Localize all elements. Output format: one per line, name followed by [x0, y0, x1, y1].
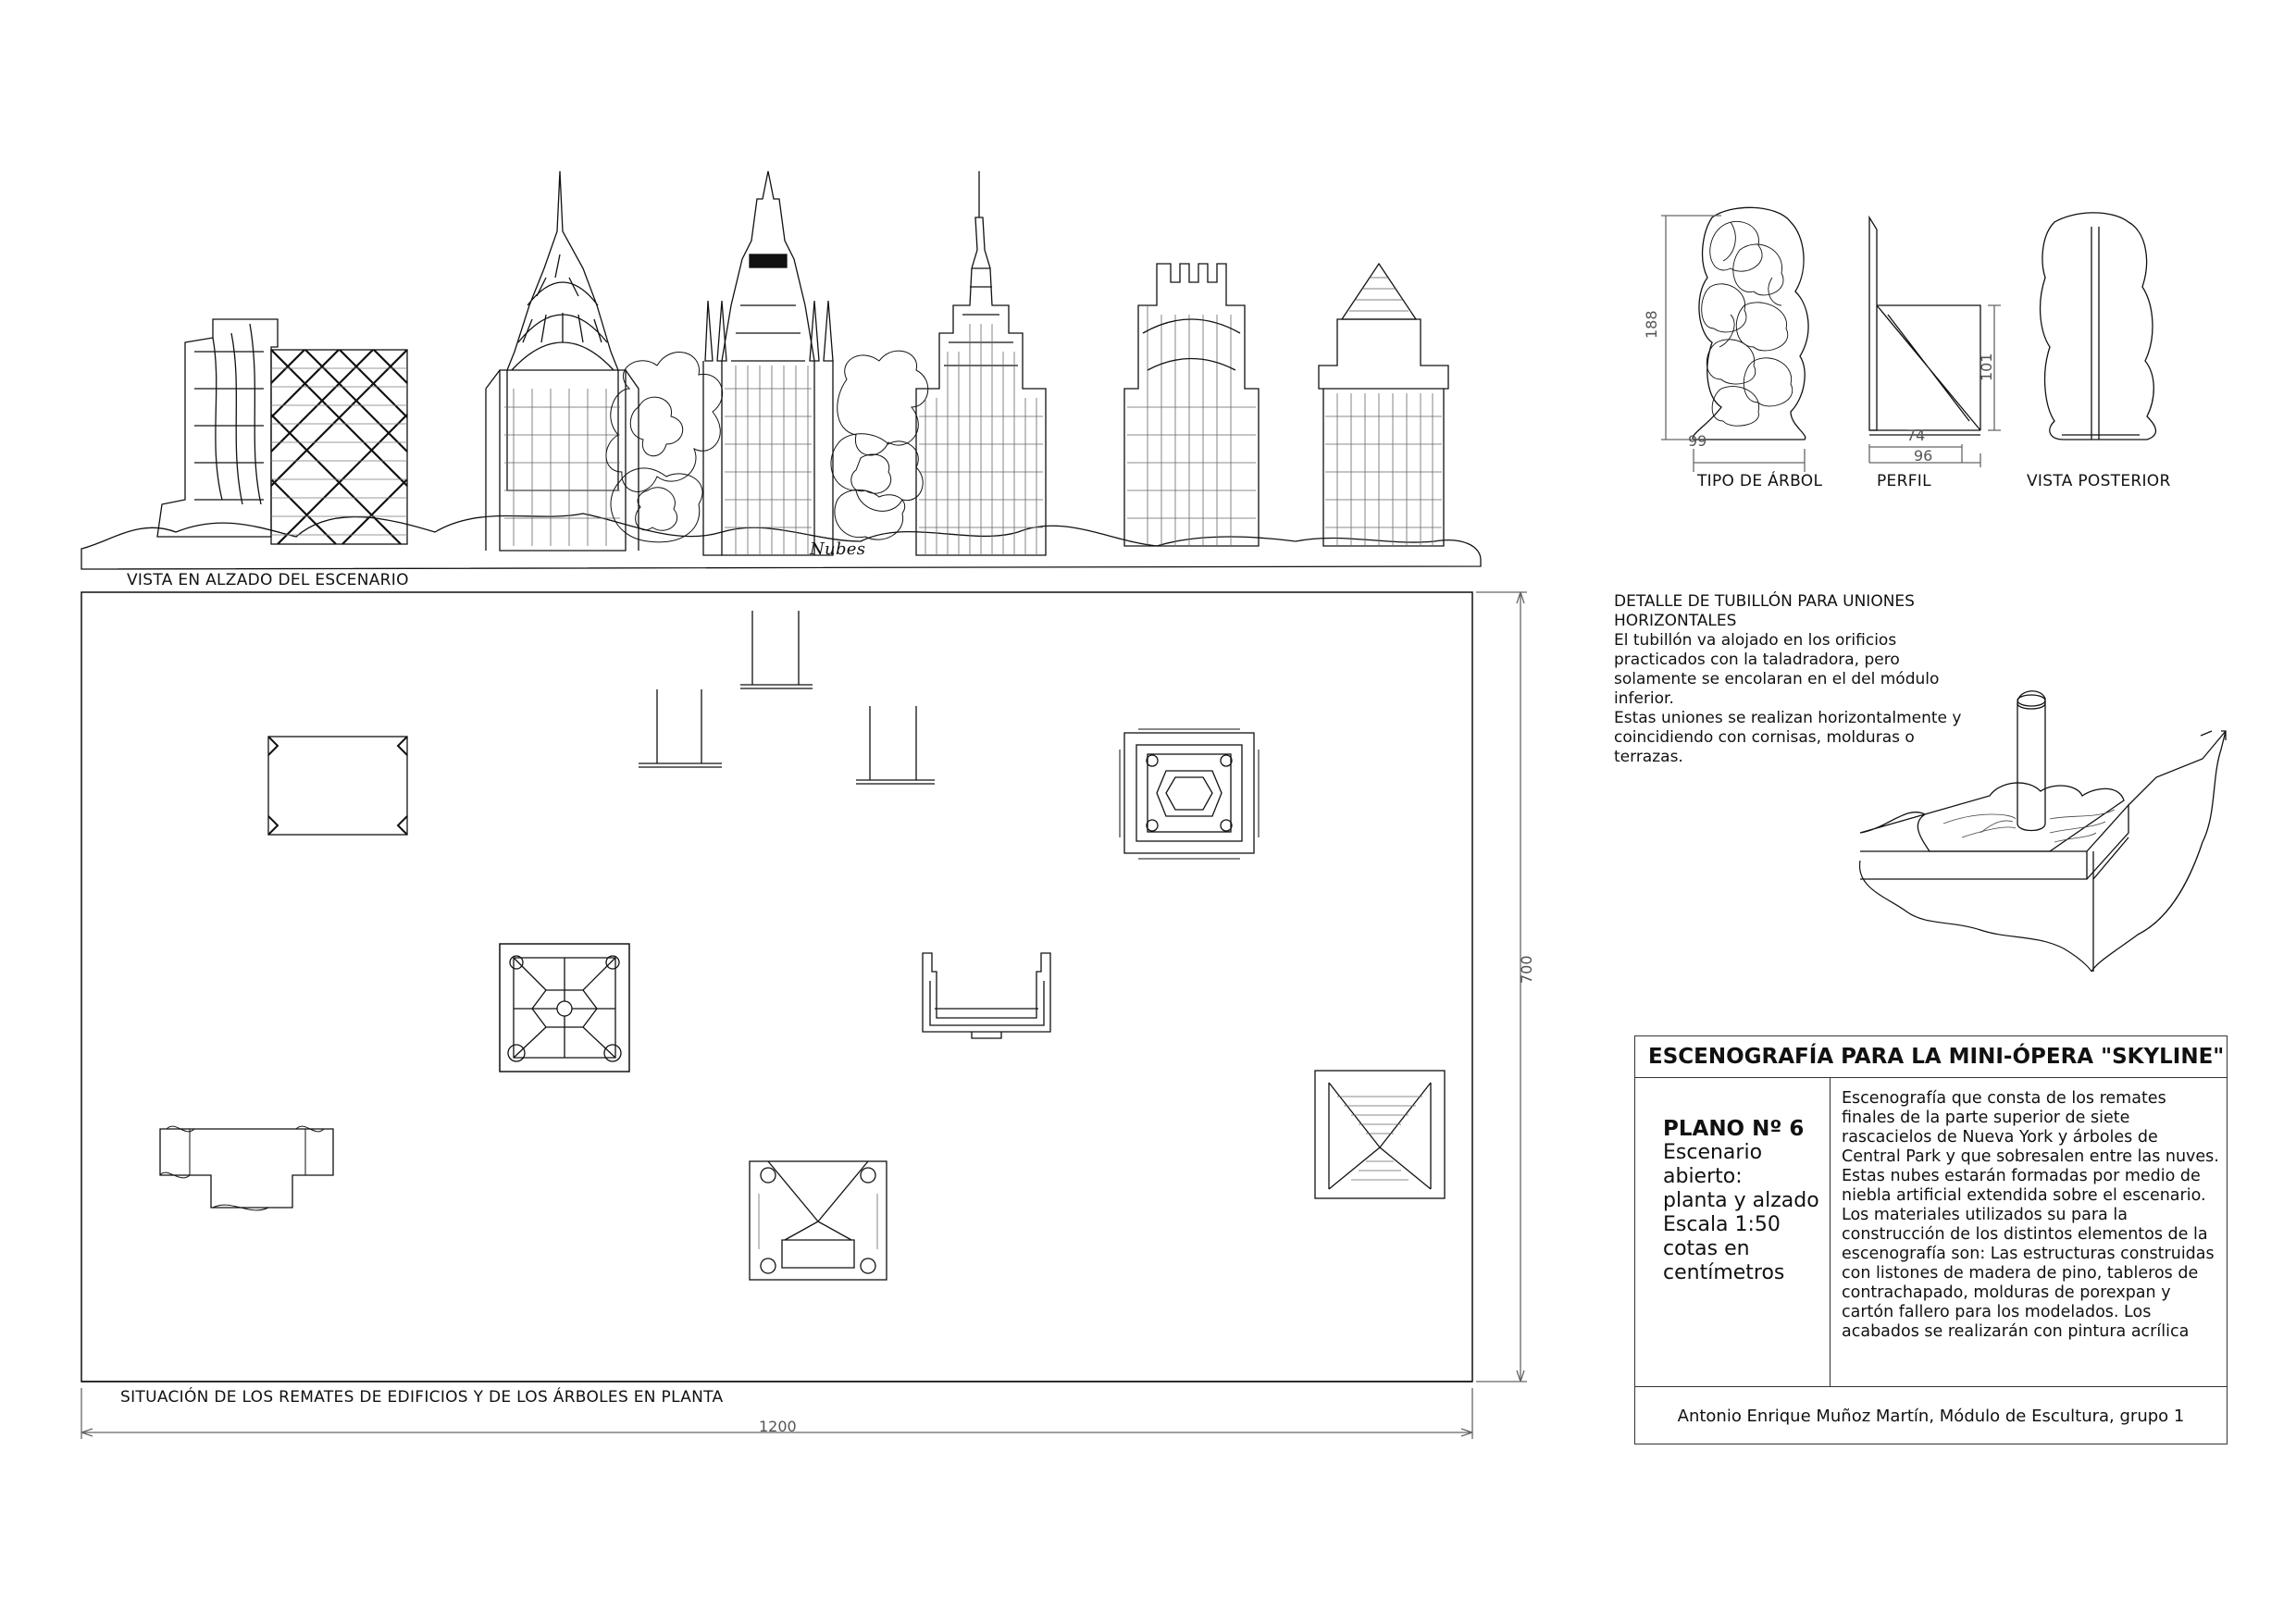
plan-diagrid-tower: [160, 1126, 333, 1210]
tree-type-drawing: [1661, 207, 1808, 472]
detail-paragraph-1: El tubillón va alojado en los orificios practicados con la taladradora, pero solamente se encolaran en el del módulo inferior.: [1614, 631, 1940, 708]
building-gothic-tower: [1124, 264, 1259, 546]
building-woolworth: [703, 171, 833, 555]
clouds-label: Nubes: [810, 539, 866, 559]
stage-plan: [81, 592, 1527, 1439]
profile-top-dimension: 74: [1906, 427, 1926, 444]
detail-paragraph-2: Estas uniones se realizan horizontalmente y coincidiendo con cornisas, molduras o terrazas.: [1614, 709, 1962, 766]
description-paragraph-1: Escenografía que consta de los remates finales de la parte superior de siete rascacielos de Nueva York y árboles de Central Park y que sobresalen entre las nuves. Estas nubes estarán formadas por medio de niebla artificial extendida sobre el escenario.: [1842, 1089, 2219, 1205]
plan-caption: SITUACIÓN DE LOS REMATES DE EDIFICIOS Y DE LOS ÁRBOLES EN PLANTA: [120, 1388, 724, 1407]
back-view-caption: VISTA POSTERIOR: [2027, 472, 2171, 490]
dowel-detail-notes: [1614, 592, 1966, 767]
plan-empire-state: [923, 953, 1050, 1038]
plan-chrysler: [500, 944, 629, 1072]
description-paragraph-2: Los materiales utilizados su para la construcción de los distintos elementos de la escenografía son: Las estructuras construidas con listones de madera de pino, tableros de contrachapado, molduras de porexpan y cartón fallero para los modelados. Los acabados se realizarán con pintura acrílica: [1842, 1206, 2215, 1341]
plan-number: PLANO Nº 6: [1663, 1117, 1805, 1141]
stage-depth-dimension: 700: [1518, 955, 1535, 984]
profile-base-dimension: 96: [1914, 447, 1933, 465]
plan-line: abierto:: [1663, 1165, 1743, 1188]
building-pyramid-top: [1319, 264, 1448, 546]
plan-line: centímetros: [1663, 1261, 1785, 1284]
elevation-view: [81, 171, 1481, 569]
tree-details: [1661, 207, 2226, 972]
stage-outline: [81, 592, 1472, 1382]
title-block-description: [1831, 1078, 2228, 1386]
plan-line: Escenario: [1663, 1141, 1763, 1164]
building-empire-state: [916, 171, 1046, 555]
building-diagrid: [271, 350, 407, 544]
cloud-line: [81, 514, 1481, 569]
tree-type-caption: TIPO DE ÁRBOL: [1697, 472, 1823, 490]
tree-profile-drawing: [1869, 217, 2001, 467]
title-block-title: ESCENOGRAFÍA PARA LA MINI-ÓPERA "SKYLINE": [1635, 1036, 2227, 1078]
tree-base-plan: [740, 611, 813, 688]
plan-gothic-tower: [1120, 729, 1259, 859]
trees-group-right: [831, 351, 928, 539]
tree-base-plan: [639, 689, 722, 767]
tree-height-dimension: 188: [1643, 310, 1660, 339]
plan-woolworth: [750, 1161, 887, 1280]
profile-height-dimension: 101: [1978, 353, 1995, 381]
plan-line: cotas en: [1663, 1237, 1750, 1260]
detail-heading: DETALLE DE TUBILLÓN PARA UNIONES HORIZONTALES: [1614, 592, 1915, 630]
tree-base-plan: [856, 706, 935, 784]
building-chrysler: [486, 171, 639, 551]
tree-width-dimension: 99: [1688, 432, 1707, 450]
plan-line: Escala 1:50: [1663, 1213, 1781, 1236]
elevation-caption: VISTA EN ALZADO DEL ESCENARIO: [127, 571, 409, 589]
title-block-plan-info: [1635, 1078, 1831, 1386]
trees-group-left: [606, 353, 723, 542]
title-block-author: Antonio Enrique Muñoz Martín, Módulo de Escultura, grupo 1: [1635, 1386, 2227, 1446]
stage-width-dimension: 1200: [759, 1418, 797, 1435]
tree-back-view-drawing: [2041, 213, 2156, 440]
depth-dimension-line: [1476, 592, 1527, 1382]
plan-pyramid: [1315, 1071, 1445, 1198]
plan-line: planta y alzado: [1663, 1189, 1819, 1212]
title-block: [1634, 1035, 2228, 1444]
plan-wavy-tower: [268, 737, 407, 835]
profile-caption: PERFIL: [1877, 472, 1931, 490]
building-wavy-tower: [157, 319, 278, 537]
